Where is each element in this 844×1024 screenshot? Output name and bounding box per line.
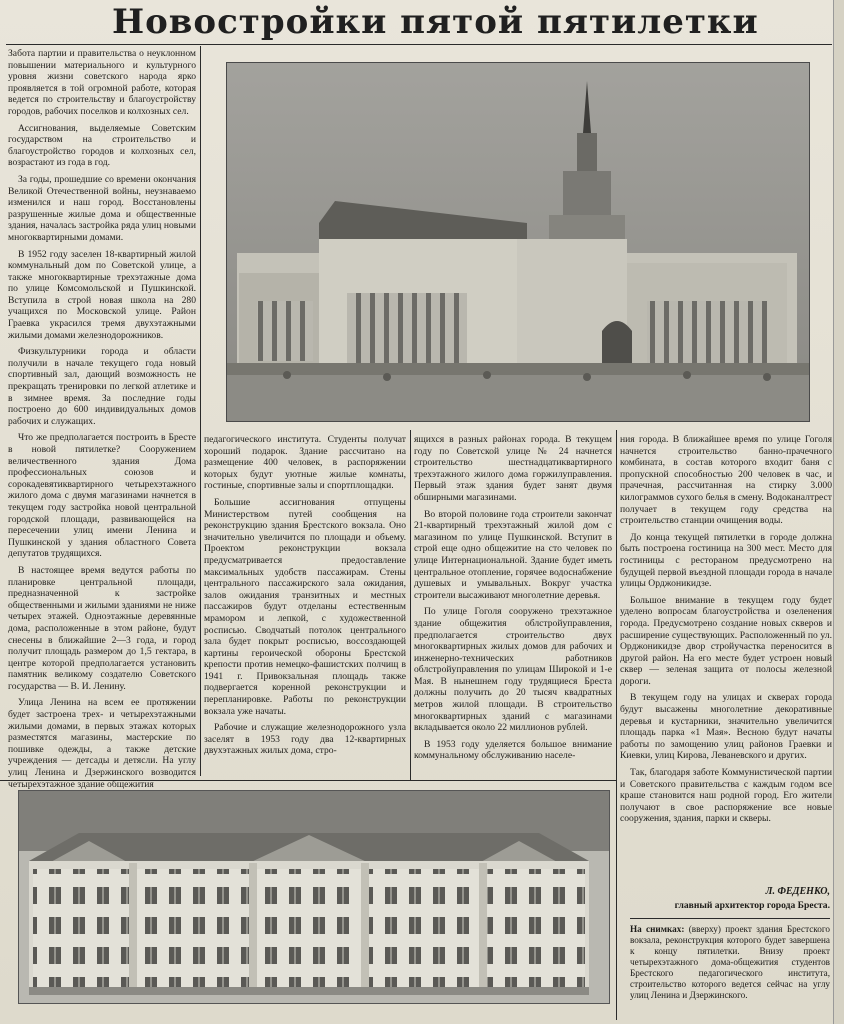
paragraph: Физкультурники города и области получили в начале текущего года новый спортивный зал, дающий возможность не прекращать тренировки по легкой атлетике и в зимнее время. За последние годы построено до 600 индивидуальных домов рабочих и служащих. <box>8 346 196 427</box>
dormitory-drawing <box>19 791 609 1003</box>
caption-rule <box>630 918 830 919</box>
paragraph: В 1953 году уделяется большое внимание коммунальному обслуживанию населе- <box>414 738 612 762</box>
paragraph: В текущем году на улицах и скверах города будут высажены многолетние декоративные деревья и кустарники, значительно увеличится площадь парка «1 Мая». Весною будут начаты работы по замощению улиц районов Граевки и Киевки, улиц Кирова, Леваневского и других. <box>620 692 832 762</box>
paragraph: Большое внимание в текущем году будет уделено вопросам благоустройства и озеленения города. Предусмотрено создание новых скверов и расширение существующих. Расположенный по ул. Орджоникидзе двор стройучастка переносится в другой район. На его месте будет устроен новый сквер — зеленая защита от полосы железной дороги. <box>620 594 832 687</box>
article-column-1 <box>8 48 196 790</box>
dormitory-drawing-photo <box>18 790 610 1004</box>
article-column-3 <box>414 434 612 778</box>
paragraph: Большие ассигнования отпущены Министерством путей сообщения на реконструкцию здания Брестского вокзала. Оно значительно увеличится по площади и объему. Проектом реконструкции вокзала предусматривается предоставление максимальных удобств пассажирам. Стены центрального пассажирского зала ожидания, залов ожидания транзитных и местных пассажиров будут отделаны естественным мрамором и лепкой, с художественной росписью. Сводчатый потолок центрального зала будет покрыт росписью, воссоздающей картины героической обороны Брестской крепости против немецко-фашистских полчищ в 1941 г. Привокзальная площадь также подвергается коренной реконструкции и перепланировке. Работы по реконструкции вокзала уже начаты. <box>204 496 406 717</box>
adjacent-page-edge <box>833 0 844 1024</box>
paragraph: ния города. В ближайшее время по улице Гоголя начнется строительство банно-прачечного комбината, в состав которого входит баня с пропускной способностью 200 человек в час, и прачечная, рассчитанная на стирку 3.000 килограммов сухого белья в смену. Водоканалтрест получает в текущем году средства на строительство станции очищения воды. <box>620 434 832 527</box>
col-divider-3 <box>616 430 617 1020</box>
article-column-4 <box>620 434 832 884</box>
paragraph: За годы, прошедшие со времени окончания Великой Отечественной войны, неузнаваемо изменился и наш город. Восстановлены разрушенные жилые дома и общественные здания, началась застройка ряда улиц новыми многоквартирными домами. <box>8 173 196 243</box>
paragraph: ящихся в разных районах города. В текущем году по Советской улице № 24 начнется строительство шестнадцатиквартирного трехэтажного жилого дома горжилуправления. Первый этаж здания будет занят двумя обширными магазинами. <box>414 434 612 503</box>
headline: Новостройки пятой пятилетки <box>112 2 759 42</box>
paragraph: По улице Гоголя сооружено трехэтажное здание общежития облстройуправления, предполагается строительство двух многоквартирных жилых домов для рабочих и инженерно-технических работников облстройуправления по улицам Широкой и 1-е Мая. В нынешнем году трудящиеся Бреста должны получить до 20 тысяч квадратных метров жилой площади. В строительство многоквартирных зданий с магазинами вкладывается около 22 миллионов рублей. <box>414 606 612 734</box>
paragraph: Рабочие и служащие железнодорожного узла заселят в 1953 году два 12-квартирных двухэтажных жилых дома, стро- <box>204 722 406 757</box>
author-title: главный архитектор города Бреста. <box>674 900 830 911</box>
paragraph: До конца текущей пятилетки в городе должна быть построена гостиница на 300 мест. Место для гостиницы с рестораном предусмотрено на будущей первой въездной площади города в начале улицы Орджоникидзе. <box>620 531 832 590</box>
paragraph: В 1952 году заселен 18-квартирный жилой коммунальный дом по Советской улице, а также многоквартирные трехэтажные дома по улице Комсомольской и Пушкинской. Вступила в строй новая школа на 280 учащихся по Московской улице. Район Граевка украсился тремя двухэтажными жилыми домами железнодорожников. <box>8 248 196 341</box>
photo-caption <box>630 924 830 1001</box>
paragraph: Забота партии и правительства о неуклонном повышении материального и культурного уровня жизни советского народа ярко проявляется в той огромной работе, которая ведется по строительству и благоустройству городов, рабочих поселков и колхозных сел. <box>8 48 196 117</box>
paragraph: педагогического института. Студенты получат хороший подарок. Здание рассчитано на размещение 400 человек, в распоряжении которых будут уютные жилые комнаты, гостиные, спортивные залы и спортплощадки. <box>204 434 406 492</box>
top-rule <box>6 44 832 45</box>
paragraph: Что же предполагается построить в Бресте в новой пятилетке? Сооружением величественного здания Дома профессиональных союзов и сорокадевятиквартирного четырехэтажного жилого дома с двумя магазинами начнется в текущем году застройка новой центральной городской площади, развивающейся на пересечении улиц имени Ленина и Пушкинской у здания областного Совета депутатов трудящихся. <box>8 432 196 560</box>
paragraph: Улица Ленина на всем ее протяжении будет застроена трех- и четырехэтажными жилыми домами, в первых этажах которых разместятся магазины, мастерские по пошивке одежды, а также детские учреждения — детсады и детясли. На углу улиц Ленина и Дзержинского возводится четырехэтажное здание общежития <box>8 697 196 790</box>
article-column-2 <box>204 434 406 778</box>
railway-station-drawing <box>227 63 809 421</box>
author-name: Л. ФЕДЕНКО, <box>765 886 830 897</box>
caption-text: (вверху) проект здания Брестского вокзала, реконструкция которого будет завершена к концу пятилетки. Внизу проект четырехэтажного дома-общежития студентов Брестского педагогического института, строительство которого ведется сейчас на углу улиц Ленина и Дзержинского. <box>630 924 830 1000</box>
railway-station-photo <box>226 62 810 422</box>
paragraph: Ассигнования, выделяемые Советским государством на строительство и благоустройство городов и колхозных сел, возрастают из года в год. <box>8 122 196 169</box>
caption-lead: На снимках: <box>630 924 685 934</box>
col-divider-2 <box>410 430 411 780</box>
col-divider-1 <box>200 46 201 776</box>
paragraph: В настоящее время ведутся работы по планировке центральной площади, предназначенной к застройке общественными и жилыми зданиями не ниже четырех этажей. Одноэтажные деревянные дома, расположенные в этом районе, будут снесены в ближайшие 2—3 года, и город получит площадь размером до 1,5 гектара, в центре которой предполагается установить памятник великому создателю Советского государства — В. И. Ленину. <box>8 564 196 692</box>
paragraph: Во второй половине года строители закончат 21-квартирный трехэтажный жилой дом с магазином по улице Пушкинской. Вступит в строй еще одно общежитие на сто человек по улице Интернациональной. Здание будет иметь центральное отопление, горячее водоснабжение душевых и умывальных. Вокруг участка строители высаживают многолетние деревья. <box>414 508 612 601</box>
paragraph: Так, благодаря заботе Коммунистической партии и Советского правительства с каждым годом все краше становится наш родной город. Его жители получают в свое распоряжение все новые сооружения, здания, парки и скверы. <box>620 767 832 825</box>
